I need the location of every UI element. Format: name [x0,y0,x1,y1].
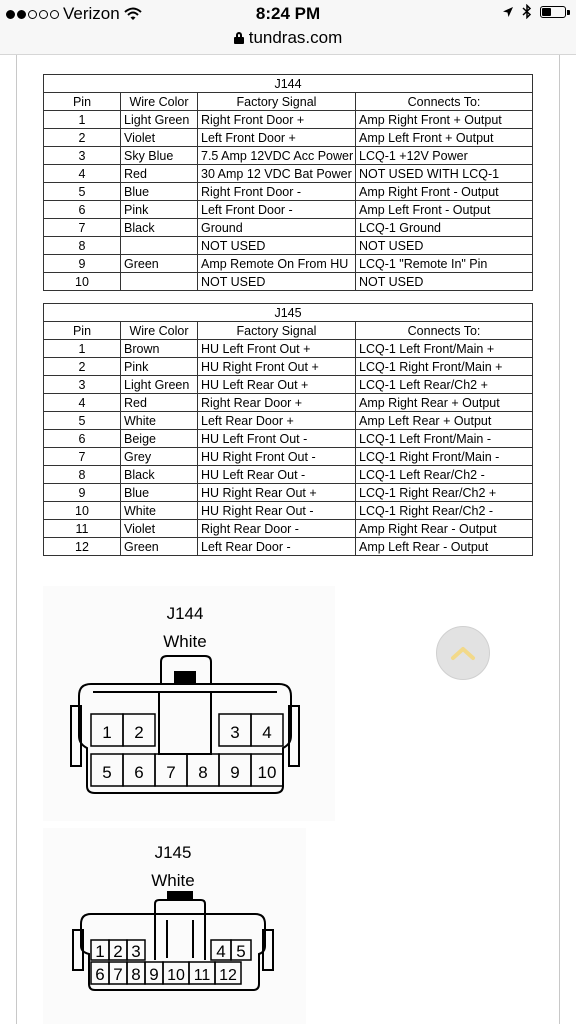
pin-label: 1 [95,942,105,961]
j144-connector-drawing [43,586,335,821]
column-header-connects-to: Connects To: [356,322,533,340]
cell-connects-to: LCQ-1 +12V Power [356,147,533,165]
status-right [502,4,566,19]
connector-color-label: White [163,632,207,651]
cell-factory-signal: HU Right Rear Out - [198,502,356,520]
connector-title: J144 [166,604,204,623]
cell-factory-signal: HU Right Front Out - [198,448,356,466]
cell-factory-signal: HU Right Front Out + [198,358,356,376]
cell-factory-signal: NOT USED [198,237,356,255]
cell-connects-to: LCQ-1 Left Front/Main - [356,430,533,448]
location-arrow-icon [502,6,514,18]
column-header-connects-to: Connects To: [356,93,533,111]
connector-title: J145 [154,843,192,862]
pin-label: 1 [102,723,112,742]
cell-connects-to: Amp Right Rear + Output [356,394,533,412]
status-bar [0,0,576,28]
cell-factory-signal: Left Rear Door - [198,538,356,556]
cell-pin: 12 [44,538,121,556]
pin-label: 3 [131,942,141,961]
bluetooth-icon [522,4,532,19]
table-row [44,484,533,502]
cell-connects-to: LCQ-1 Right Front/Main + [356,358,533,376]
cell-factory-signal: HU Left Rear Out + [198,376,356,394]
cell-connects-to: Amp Left Rear + Output [356,412,533,430]
column-header-pin: Pin [44,322,121,340]
table-row [44,358,533,376]
cell-pin: 9 [44,255,121,273]
cell-wire-color: Light Green [121,111,198,129]
cell-connects-to: Amp Right Front - Output [356,183,533,201]
pin-label: 7 [113,965,123,984]
table-title: J144 [44,75,533,93]
j145-upper-pins [91,940,251,961]
content-right-border [559,55,560,1024]
status-time: 8:24 PM [255,4,321,23]
j145-pin-table [43,303,533,556]
cell-wire-color: Red [121,165,198,183]
cell-connects-to: Amp Right Front + Output [356,111,533,129]
cell-connects-to: LCQ-1 Right Rear/Ch2 + [356,484,533,502]
pin-label: 8 [131,965,141,984]
cell-pin: 7 [44,448,121,466]
cell-factory-signal: Left Front Door - [198,201,356,219]
table-row [44,147,533,165]
cell-wire-color: Blue [121,484,198,502]
pin-label: 3 [230,723,240,742]
content-left-border [16,55,17,1024]
cell-pin: 11 [44,520,121,538]
cell-factory-signal: Amp Remote On From HU [198,255,356,273]
cell-wire-color: Green [121,538,198,556]
pin-label: 10 [167,967,185,984]
table-row [44,273,533,291]
column-header-factory-signal: Factory Signal [198,93,356,111]
url-bar[interactable] [0,28,576,55]
connector-color-label: White [151,871,195,890]
cell-pin: 3 [44,147,121,165]
column-header-wire-color: Wire Color [121,93,198,111]
cell-factory-signal: NOT USED [198,273,356,291]
cell-connects-to: Amp Left Front + Output [356,129,533,147]
cell-factory-signal: HU Left Rear Out - [198,466,356,484]
cell-factory-signal: 30 Amp 12 VDC Bat Power [198,165,356,183]
cell-wire-color: Black [121,466,198,484]
page-content [0,55,576,1024]
cell-connects-to: Amp Left Front - Output [356,201,533,219]
table-row [44,129,533,147]
cell-connects-to: LCQ-1 Left Rear/Ch2 + [356,376,533,394]
cell-pin: 7 [44,219,121,237]
cell-factory-signal: Left Front Door + [198,129,356,147]
j145-lower-pins [91,962,241,984]
cell-pin: 10 [44,273,121,291]
column-header-factory-signal: Factory Signal [198,322,356,340]
cell-factory-signal: Ground [198,219,356,237]
scroll-to-top-button[interactable] [436,626,490,680]
cell-factory-signal: Left Rear Door + [198,412,356,430]
pin-label: 5 [102,763,112,782]
j144-pin-table [43,74,533,291]
cell-wire-color: White [121,502,198,520]
cell-pin: 6 [44,201,121,219]
table-row [44,430,533,448]
table-row [44,111,533,129]
battery-icon [540,6,566,18]
cell-pin: 4 [44,165,121,183]
table-row [44,340,533,358]
pin-label: 10 [257,763,277,782]
cell-factory-signal: HU Left Front Out + [198,340,356,358]
table-row [44,448,533,466]
table-row [44,201,533,219]
cell-wire-color: Violet [121,520,198,538]
cell-pin: 8 [44,237,121,255]
cell-pin: 5 [44,183,121,201]
j144-upper-pins [91,714,283,746]
pin-label: 6 [134,763,144,782]
cell-wire-color [121,237,198,255]
pin-label: 11 [193,967,211,984]
pin-label: 7 [166,763,176,782]
pin-label: 9 [149,965,159,984]
table-row [44,502,533,520]
column-header-wire-color: Wire Color [121,322,198,340]
cell-connects-to: LCQ-1 Left Front/Main + [356,340,533,358]
table-row [44,183,533,201]
cell-pin: 2 [44,129,121,147]
column-header-pin: Pin [44,93,121,111]
pin-label: 12 [219,967,237,984]
pin-label: 4 [216,942,226,961]
cell-pin: 10 [44,502,121,520]
j144-connector-diagram [43,586,335,821]
cell-pin: 1 [44,111,121,129]
table-row [44,237,533,255]
cell-wire-color: Sky Blue [121,147,198,165]
cell-pin: 2 [44,358,121,376]
cell-wire-color: White [121,412,198,430]
j144-top-pins [91,754,283,786]
cell-wire-color: Grey [121,448,198,466]
pin-label: 8 [198,763,208,782]
pin-label: 4 [262,723,272,742]
table-row [44,538,533,556]
table-title: J145 [44,304,533,322]
cell-wire-color: Blue [121,183,198,201]
cell-connects-to: LCQ-1 Right Front/Main - [356,448,533,466]
cell-wire-color: Green [121,255,198,273]
table-row [44,376,533,394]
cell-pin: 4 [44,394,121,412]
cell-connects-to: LCQ-1 Left Rear/Ch2 - [356,466,533,484]
cell-connects-to: Amp Right Rear - Output [356,520,533,538]
cell-pin: 8 [44,466,121,484]
cell-pin: 9 [44,484,121,502]
cell-wire-color: Black [121,219,198,237]
cell-connects-to: NOT USED [356,237,533,255]
cell-connects-to: Amp Left Rear - Output [356,538,533,556]
chevron-up-icon [450,645,476,661]
cell-factory-signal: Right Rear Door + [198,394,356,412]
cell-connects-to: NOT USED WITH LCQ-1 [356,165,533,183]
cell-wire-color: Beige [121,430,198,448]
table-body [44,111,533,291]
cell-factory-signal: HU Left Front Out - [198,430,356,448]
cell-pin: 6 [44,430,121,448]
table-row [44,394,533,412]
cell-factory-signal: 7.5 Amp 12VDC Acc Power [198,147,356,165]
cell-wire-color: Light Green [121,376,198,394]
cell-pin: 3 [44,376,121,394]
cell-connects-to: LCQ-1 Right Rear/Ch2 - [356,502,533,520]
cell-wire-color [121,273,198,291]
url-text[interactable]: tundras.com [248,28,343,47]
cell-pin: 1 [44,340,121,358]
table-row [44,466,533,484]
cell-factory-signal: Right Front Door - [198,183,356,201]
table-row [44,255,533,273]
pin-label: 2 [134,723,144,742]
pin-label: 5 [236,942,246,961]
pin-label: 6 [95,965,105,984]
cell-factory-signal: Right Rear Door - [198,520,356,538]
table-body [44,340,533,556]
table-row [44,219,533,237]
cell-factory-signal: HU Right Rear Out + [198,484,356,502]
cell-connects-to: NOT USED [356,273,533,291]
pin-label: 9 [230,763,240,782]
cell-wire-color: Pink [121,358,198,376]
lock-icon [234,32,244,44]
j145-connector-diagram [43,828,306,1024]
cell-factory-signal: Right Front Door + [198,111,356,129]
table-row [44,520,533,538]
pin-label: 2 [113,942,123,961]
cell-wire-color: Red [121,394,198,412]
cell-connects-to: LCQ-1 "Remote In" Pin [356,255,533,273]
table-row [44,165,533,183]
cell-wire-color: Pink [121,201,198,219]
cell-pin: 5 [44,412,121,430]
j145-connector-drawing [43,828,306,1024]
cell-wire-color: Brown [121,340,198,358]
cell-wire-color: Violet [121,129,198,147]
table-row [44,412,533,430]
cell-connects-to: LCQ-1 Ground [356,219,533,237]
carrier-name: Verizon [63,4,120,23]
